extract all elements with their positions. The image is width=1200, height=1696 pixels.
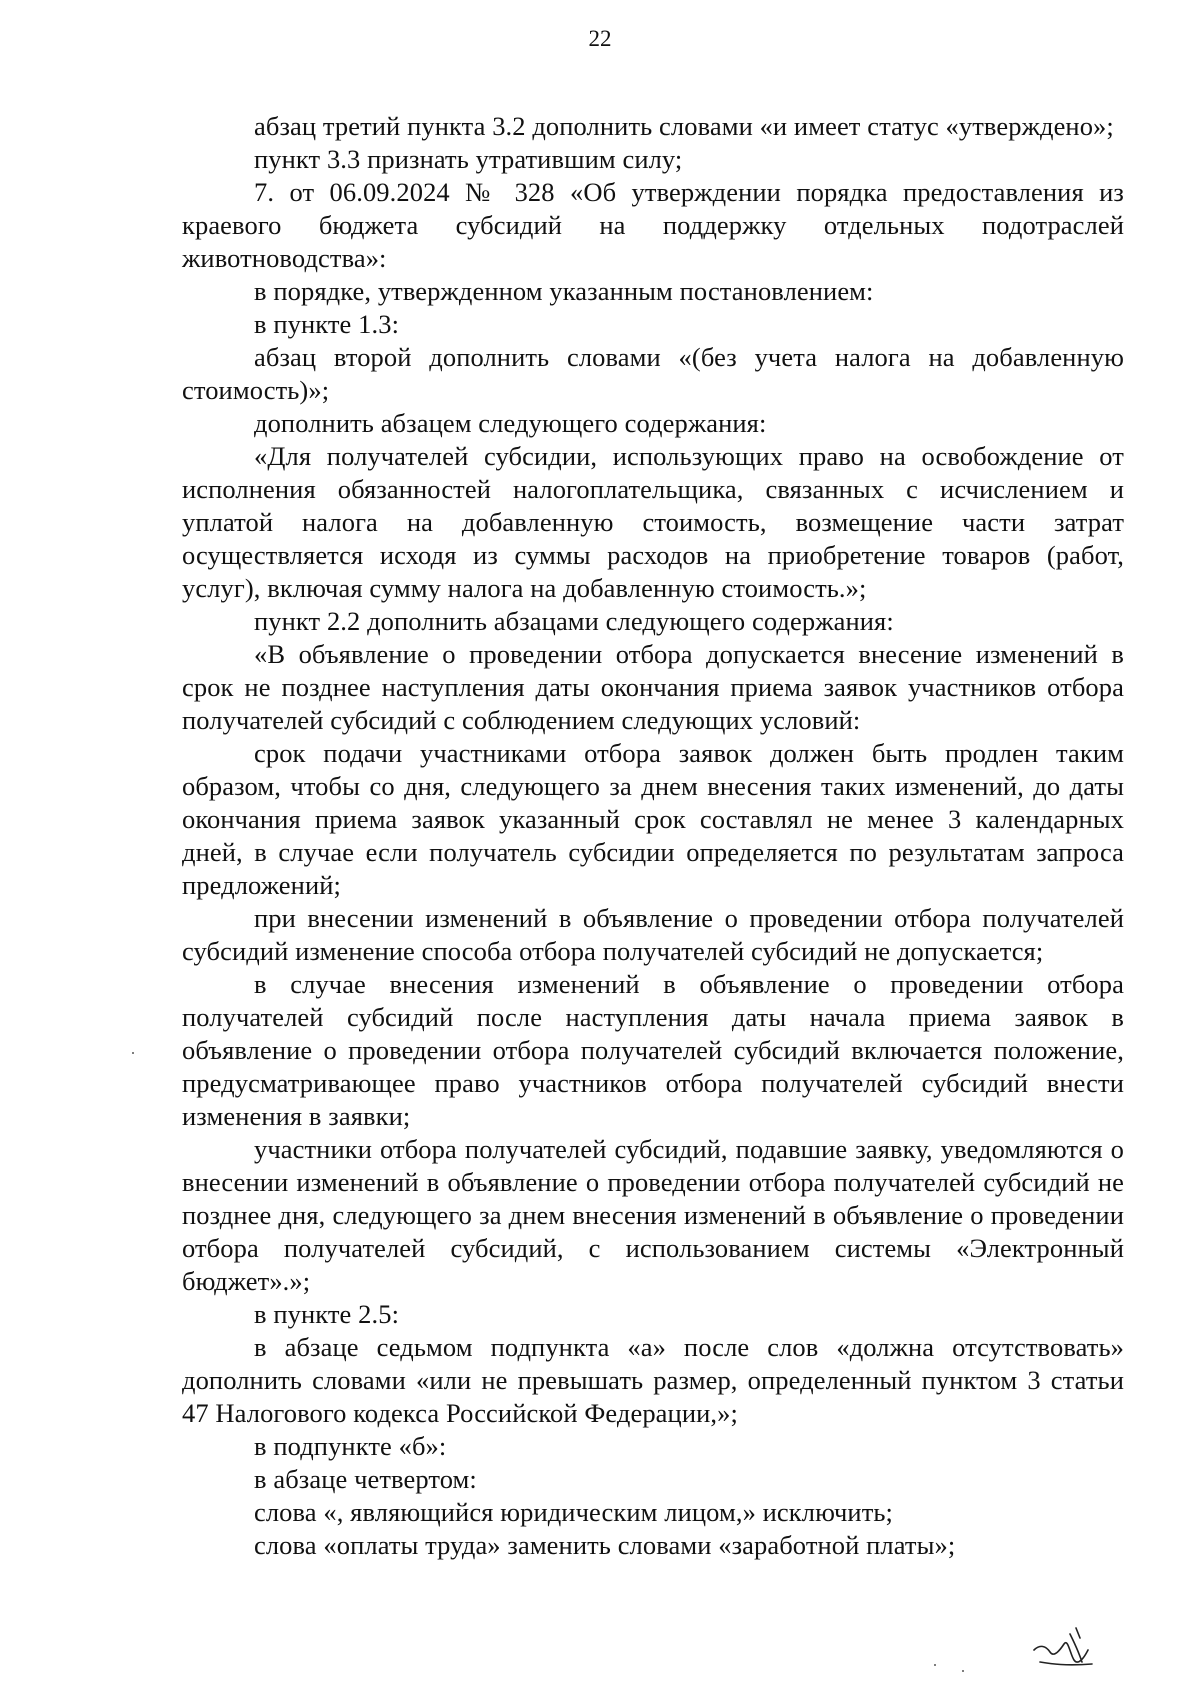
scan-speck — [132, 1052, 134, 1054]
scan-speck — [934, 1664, 936, 1666]
paragraph: пункт 3.3 признать утратившим силу; — [254, 144, 683, 174]
paragraph: 7. от 06.09.2024 № 328 «Об утверждении порядка предоставления из краевого бюджета субсидий на поддержку отдельных подотраслей животноводства»: — [182, 177, 1124, 273]
paragraph: дополнить абзацем следующего содержания: — [254, 408, 767, 438]
document-body — [182, 110, 1124, 1562]
paragraph: абзац второй дополнить словами «(без учета налога на добавленную стоимость)»; — [182, 342, 1124, 405]
paragraph: «Для получателей субсидии, использующих право на освобождение от исполнения обязанностей налогоплательщика, связанных с исчислением и уплатой налога на добавленную стоимость, возмещение части затрат осуществляется исходя из суммы расходов на приобретение товаров (работ, услуг), включая сумму налога на добавленную стоимость.»; — [182, 441, 1124, 603]
paragraph: слова «оплаты труда» заменить словами «заработной платы»; — [254, 1530, 956, 1560]
paragraph: «В объявление о проведении отбора допускается внесение изменений в срок не позднее наступления даты окончания приема заявок участников отбора получателей субсидий с соблюдением следующих условий: — [182, 639, 1124, 735]
paragraph: срок подачи участниками отбора заявок должен быть продлен таким образом, чтобы со дня, следующего за днем внесения таких изменений, до даты окончания приема заявок указанный срок составлял не менее 3 календарных дней, в случае если получатель субсидии определяется по результатам запроса предложений; — [182, 738, 1124, 900]
paragraph: в абзаце седьмом подпункта «а» после слов «должна отсутствовать» дополнить словами «или не превышать размер, определенный пунктом 3 статьи 47 Налогового кодекса Российской Федерации,»; — [182, 1332, 1124, 1428]
handwritten-initials — [1030, 1620, 1100, 1680]
scan-speck — [962, 1670, 964, 1672]
page-number: 22 — [588, 26, 612, 51]
paragraph: в случае внесения изменений в объявление о проведении отбора получателей субсидий после наступления даты начала приема заявок в объявление о проведении отбора получателей субсидий включается положение, предусматривающее право участников отбора получателей субсидий внести изменения в заявки; — [182, 969, 1124, 1131]
paragraph: слова «, являющийся юридическим лицом,» исключить; — [254, 1497, 894, 1527]
paragraph: участники отбора получателей субсидий, подавшие заявку, уведомляются о внесении изменений в объявление о проведении отбора получателей субсидий не позднее дня, следующего за днем внесения изменений в объявление о проведении отбора получателей субсидий, с использованием системы «Электронный бюджет».»; — [182, 1134, 1124, 1296]
paragraph: при внесении изменений в объявление о проведении отбора получателей субсидий изменение способа отбора получателей субсидий не допускается; — [182, 903, 1124, 966]
paragraph: пункт 2.2 дополнить абзацами следующего содержания: — [254, 606, 894, 636]
paragraph: в подпункте «б»: — [254, 1431, 447, 1461]
paragraph: абзац третий пункта 3.2 дополнить словами «и имеет статус «утверждено»; — [254, 111, 1114, 141]
paragraph: в абзаце четвертом: — [254, 1464, 477, 1494]
paragraph: в пункте 1.3: — [254, 309, 400, 339]
paragraph: в пункте 2.5: — [254, 1299, 400, 1329]
paragraph: в порядке, утвержденном указанным постановлением: — [254, 276, 874, 306]
